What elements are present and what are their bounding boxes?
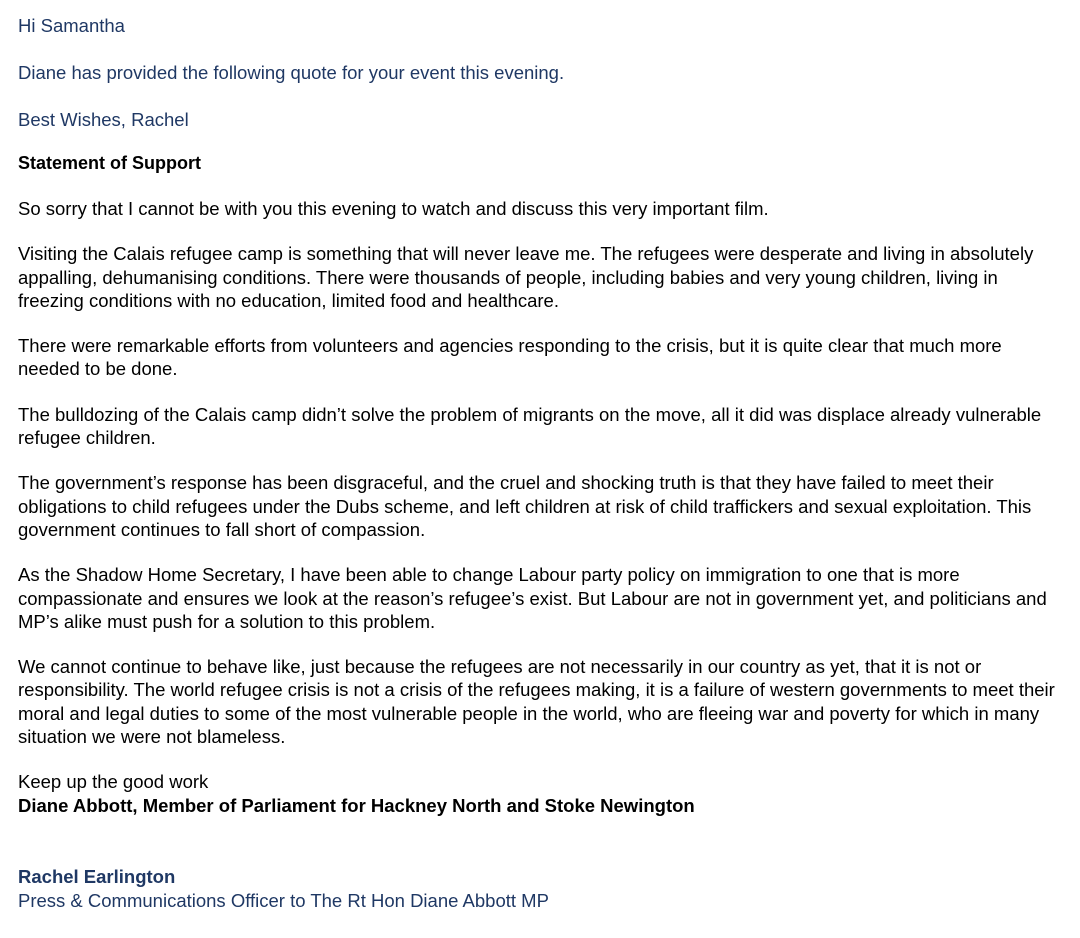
statement-paragraph-3: There were remarkable efforts from volunteers and agencies responding to the crisis, but it is quite clear that much more needed to be done. xyxy=(18,335,1002,380)
greeting-block xyxy=(18,14,1060,131)
statement-paragraph-4: The bulldozing of the Calais camp didn’t solve the problem of migrants on the move, all it did was displace already vulnerable refugee children. xyxy=(18,403,1042,449)
closing-block xyxy=(18,770,1060,817)
attribution-line: Diane Abbott, Member of Parliament for Hackney North and Stoke Newington xyxy=(18,794,695,816)
closing-line: Keep up the good work xyxy=(18,771,209,793)
statement-paragraph-7: We cannot continue to behave like, just because the refugees are not necessarily in our country as yet, that it is not or responsibility. The world refugee crisis is not a crisis of the refugees making, it is a failure of western governments to meet their moral and legal duties to some of the most vulnerable people in the world, who are fleeing war and poverty for which in many situation we were not blameless. xyxy=(18,656,1055,748)
statement-paragraph-6: As the Shadow Home Secretary, I have been able to change Labour party policy on immigration to one that is more compassionate and ensures we look at the reason’s refugee’s exist. But Labour are not in government yet, and politicians and MP’s alike must push for a solution to this problem. xyxy=(18,564,1047,632)
statement-paragraph-2: Visiting the Calais refugee camp is something that will never leave me. The refugees were desperate and living in absolutely appalling, dehumanising conditions. There were thousands of people, including babies and very young children, living in freezing conditions with no education, limited food and healthcare. xyxy=(18,243,1034,311)
signature-role: Press & Communications Officer to The Rt Hon Diane Abbott MP xyxy=(18,890,549,912)
statement-heading: Statement of Support xyxy=(18,153,201,174)
statement-paragraph-5: The government’s response has been disgraceful, and the cruel and shocking truth is that they have failed to meet their obligations to child refugees under the Dubs scheme, and left children at risk of child traffickers and sexual exploitation. This government continues to fall short of compassion. xyxy=(18,472,1032,540)
greeting-line-1: Hi Samantha xyxy=(18,15,125,36)
signature-name: Rachel Earlington xyxy=(18,866,176,888)
signature-block xyxy=(18,865,1060,913)
statement-paragraph-1: So sorry that I cannot be with you this evening to watch and discuss this very important film. xyxy=(18,197,769,219)
greeting-line-3: Best Wishes, Rachel xyxy=(18,109,189,131)
greeting-line-2: Diane has provided the following quote for your event this evening. xyxy=(18,62,565,84)
